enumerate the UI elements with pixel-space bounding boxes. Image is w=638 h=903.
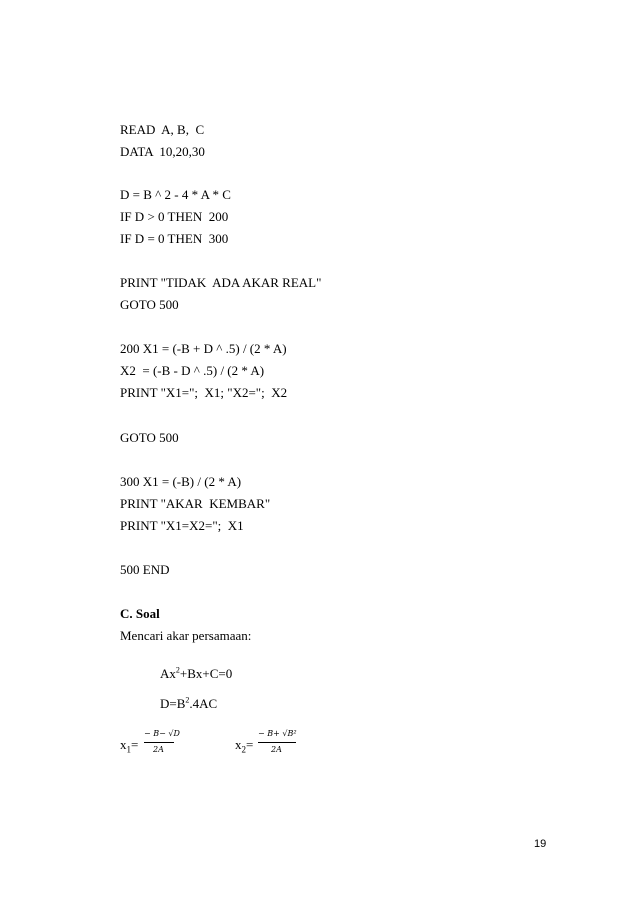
x2-fraction	[258, 729, 298, 759]
code-line: IF D > 0 THEN 200	[120, 209, 229, 224]
x1-fraction	[144, 729, 180, 759]
fraction-bar	[258, 742, 296, 743]
code-line: X2 = (-B - D ^ .5) / (2 * A)	[120, 363, 265, 378]
code-line: D = B ^ 2 - 4 * A * C	[120, 187, 231, 202]
code-line: 500 END	[120, 562, 170, 577]
section-heading: C. Soal	[120, 606, 160, 621]
code-line: GOTO 500	[120, 430, 179, 445]
code-line: IF D = 0 THEN 300	[120, 231, 229, 246]
code-line: PRINT "TIDAK ADA AKAR REAL"	[120, 275, 322, 290]
intro-text: Mencari akar persamaan:	[120, 628, 252, 643]
code-line: 200 X1 = (-B + D ^ .5) / (2 * A)	[120, 341, 287, 356]
equation-discriminant: $D=B^2.4AC$	[160, 695, 218, 711]
code-line: PRINT "X1=X2="; X1	[120, 518, 244, 533]
x2-denominator: 2A	[271, 745, 282, 754]
code-line: READ A, B, C	[120, 122, 205, 137]
code-line: PRINT "AKAR KEMBAR"	[120, 496, 271, 511]
fraction-bar	[144, 742, 174, 743]
page-number: 19	[534, 838, 547, 850]
x1-numerator: − B− √D	[144, 729, 180, 738]
equation-quadratic: $Ax^2+Bx+C=0$	[160, 665, 233, 681]
x2-numerator: − B+ √B²	[258, 729, 297, 738]
x1-denominator: 2A	[153, 745, 164, 754]
code-line: 300 X1 = (-B) / (2 * A)	[120, 474, 242, 489]
x1-label: $x_1=$	[120, 737, 139, 755]
code-line: PRINT "X1="; X1; "X2="; X2	[120, 385, 288, 400]
x2-label: $x_2=$	[235, 737, 254, 755]
code-line: GOTO 500	[120, 297, 179, 312]
code-line: DATA 10,20,30	[120, 144, 205, 159]
